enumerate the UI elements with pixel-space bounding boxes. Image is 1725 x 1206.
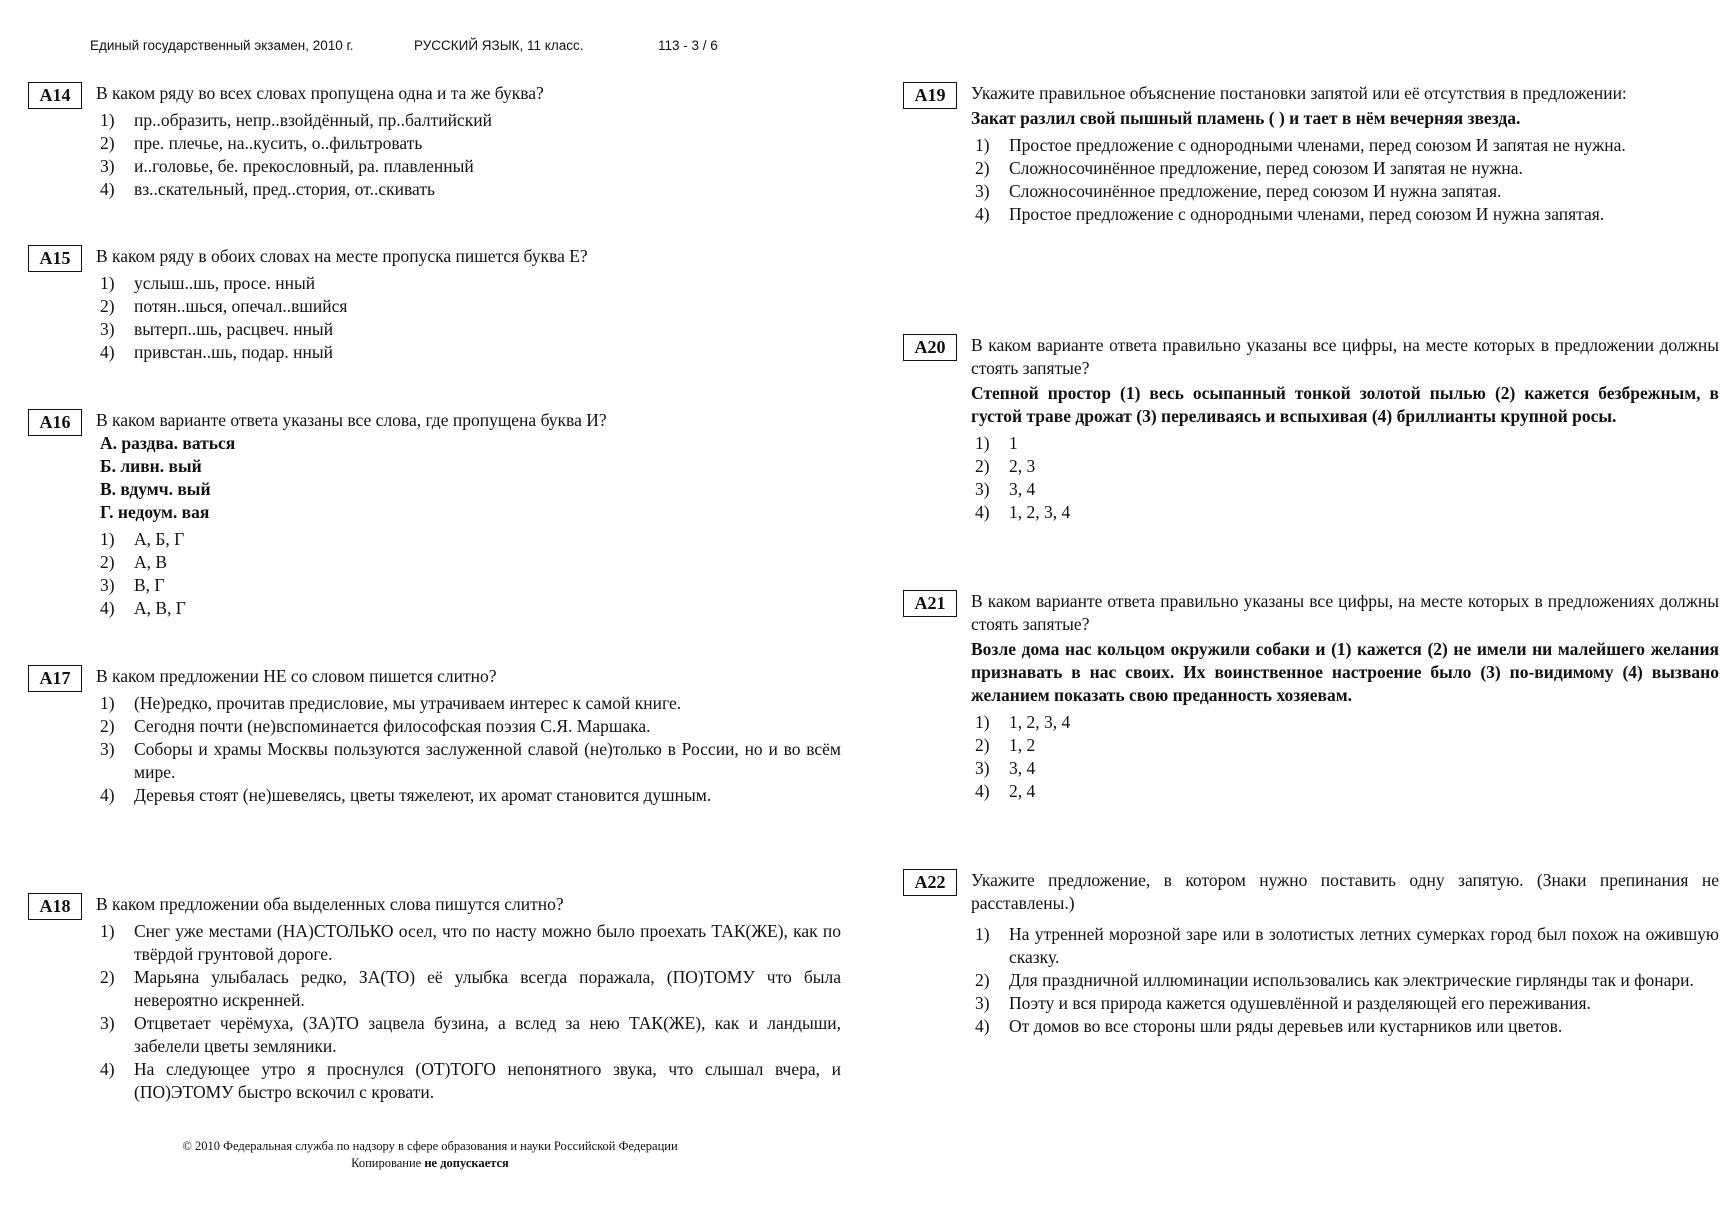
option-item bbox=[100, 132, 841, 155]
option-text: На утренней морозной заре или в золотистых летних сумерках город был похож на ожившую сказку. bbox=[1009, 924, 1719, 967]
option-item bbox=[100, 109, 841, 132]
option-text: Для праздничной иллюминации использовались как электрические гирлянды так и фонари. bbox=[1009, 970, 1694, 990]
option-item bbox=[975, 157, 1719, 180]
option-item bbox=[975, 432, 1719, 455]
option-text: Простое предложение с однородными членами, перед союзом И запятая не нужна. bbox=[1009, 135, 1626, 155]
option-item bbox=[975, 992, 1719, 1015]
option-number: 4) bbox=[100, 598, 115, 618]
option-text: 2, 4 bbox=[1009, 781, 1036, 801]
option-number: 4) bbox=[975, 204, 990, 224]
task-tag: A15 bbox=[28, 245, 82, 272]
task-a17 bbox=[28, 665, 841, 807]
option-number: 4) bbox=[100, 179, 115, 199]
option-text: 1 bbox=[1009, 433, 1018, 453]
option-number: 2) bbox=[100, 716, 115, 736]
option-number: 4) bbox=[975, 1016, 990, 1036]
task-example: Закат разлил свой пышный пламень ( ) и тает в нём вечерняя звезда. bbox=[971, 108, 1521, 128]
word-item: В. вдумч. вый bbox=[100, 479, 211, 499]
option-item bbox=[100, 966, 841, 1012]
option-text: Сложносочинённое предложение, перед союзом И нужна запятая. bbox=[1009, 181, 1502, 201]
option-text: (Не)редко, прочитав предисловие, мы утрачиваем интерес к самой книге. bbox=[134, 693, 682, 713]
option-text: Простое предложение с однородными членами, перед союзом И нужна запятая. bbox=[1009, 204, 1605, 224]
option-text: и..головье, бе. прекословный, ра. плавленный bbox=[134, 156, 474, 176]
option-number: 3) bbox=[975, 479, 990, 499]
option-text: 3, 4 bbox=[1009, 479, 1036, 499]
task-tag: A22 bbox=[903, 869, 957, 896]
option-text: потян..шься, опечал..вшийся bbox=[134, 296, 348, 316]
copy-notice bbox=[120, 1155, 740, 1172]
option-text: А, Б, Г bbox=[134, 529, 185, 549]
option-number: 2) bbox=[975, 456, 990, 476]
option-item bbox=[100, 715, 841, 738]
option-text: Поэту и вся природа кажется одушевлённой и разделяющей его переживания. bbox=[1009, 993, 1591, 1013]
option-number: 2) bbox=[975, 158, 990, 178]
option-number: 4) bbox=[100, 1059, 115, 1079]
option-number: 3) bbox=[975, 758, 990, 778]
option-item bbox=[975, 478, 1719, 501]
option-item bbox=[100, 528, 841, 551]
option-number: 2) bbox=[100, 552, 115, 572]
task-tag: A20 bbox=[903, 334, 957, 361]
option-text: 1, 2, 3, 4 bbox=[1009, 502, 1071, 522]
option-list bbox=[96, 920, 841, 1104]
option-number: 2) bbox=[100, 967, 115, 987]
option-number: 1) bbox=[100, 921, 115, 941]
task-tag: A14 bbox=[28, 82, 82, 109]
task-a19 bbox=[903, 82, 1719, 226]
option-list bbox=[971, 711, 1719, 803]
option-item bbox=[100, 597, 841, 620]
option-text: Снег уже местами (НА)СТОЛЬКО осел, что по насту можно было проехать ТАК(ЖЕ), как по твёрдой грунтовой дороге. bbox=[134, 921, 841, 964]
option-item bbox=[100, 155, 841, 178]
option-text: вытерп..шь, расцвеч. нный bbox=[134, 319, 334, 339]
option-number: 1) bbox=[100, 273, 115, 293]
option-number: 2) bbox=[975, 735, 990, 755]
option-item bbox=[100, 551, 841, 574]
task-question: В каком ряду в обоих словах на месте пропуска пишется буква Е? bbox=[96, 246, 588, 266]
option-number: 4) bbox=[100, 785, 115, 805]
option-item bbox=[975, 134, 1719, 157]
option-list bbox=[96, 528, 841, 620]
task-question: В каком варианте ответа правильно указаны все цифры, на месте которых в предложении должны стоять запятые? bbox=[971, 335, 1719, 378]
option-item bbox=[100, 178, 841, 201]
option-text: Сложносочинённое предложение, перед союзом И запятая не нужна. bbox=[1009, 158, 1523, 178]
task-tag: A17 bbox=[28, 665, 82, 692]
option-text: 3, 4 bbox=[1009, 758, 1036, 778]
task-a21 bbox=[903, 590, 1719, 803]
task-a18 bbox=[28, 893, 841, 1104]
option-item bbox=[100, 784, 841, 807]
task-question: В каком предложении оба выделенных слова пишутся слитно? bbox=[96, 894, 564, 914]
option-text: Соборы и храмы Москвы пользуются заслуженной славой (не)только в России, но и во всём мире. bbox=[134, 739, 841, 782]
option-number: 1) bbox=[100, 693, 115, 713]
option-text: привстан..шь, подар. нный bbox=[134, 342, 333, 362]
option-item bbox=[975, 734, 1719, 757]
option-number: 3) bbox=[975, 181, 990, 201]
option-text: А, В bbox=[134, 552, 168, 572]
option-text: услыш..шь, просе. нный bbox=[134, 273, 316, 293]
task-question: Укажите предложение, в котором нужно поставить одну запятую. (Знаки препинания не расставлены.) bbox=[971, 870, 1719, 913]
option-list bbox=[971, 134, 1719, 226]
task-a22 bbox=[903, 869, 1719, 1038]
option-text: От домов во все стороны шли ряды деревьев или кустарников или цветов. bbox=[1009, 1016, 1563, 1036]
option-number: 1) bbox=[975, 433, 990, 453]
option-text: вз..скательный, пред..стория, от..скивать bbox=[134, 179, 435, 199]
option-number: 1) bbox=[975, 135, 990, 155]
option-item bbox=[100, 1058, 841, 1104]
task-example: Степной простор (1) весь осыпанный тонкой золотой пылью (2) кажется безбрежным, в густой траве дрожат (3) переливаясь и вспыхивая (4) бриллианты крупной росы. bbox=[971, 383, 1719, 426]
option-number: 2) bbox=[975, 970, 990, 990]
word-item: А. раздва. ваться bbox=[100, 433, 236, 453]
subject-title: РУССКИЙ ЯЗЫК, 11 класс. bbox=[414, 38, 584, 53]
page-header bbox=[90, 38, 718, 53]
option-list bbox=[971, 923, 1719, 1038]
option-number: 3) bbox=[100, 739, 115, 759]
option-item bbox=[975, 923, 1719, 969]
option-item bbox=[100, 341, 841, 364]
option-item bbox=[975, 969, 1719, 992]
option-item bbox=[100, 318, 841, 341]
task-tag: A16 bbox=[28, 409, 82, 436]
option-text: пре. плечье, на..кусить, о..фильтровать bbox=[134, 133, 423, 153]
option-number: 4) bbox=[975, 502, 990, 522]
task-tag: A18 bbox=[28, 893, 82, 920]
option-number: 2) bbox=[100, 296, 115, 316]
word-item: Б. ливн. вый bbox=[100, 456, 202, 476]
task-question: В каком варианте ответа указаны все слова, где пропущена буква И? bbox=[96, 410, 607, 430]
option-text: В, Г bbox=[134, 575, 165, 595]
option-text: Деревья стоят (не)шевелясь, цветы тяжелеют, их аромат становится душным. bbox=[134, 785, 712, 805]
option-item bbox=[975, 455, 1719, 478]
option-number: 3) bbox=[100, 575, 115, 595]
option-number: 2) bbox=[100, 133, 115, 153]
option-item bbox=[100, 1012, 841, 1058]
exam-title: Единый государственный экзамен, 2010 г. bbox=[90, 38, 354, 53]
option-text: Отцветает черёмуха, (ЗА)ТО зацвела бузина, а вслед за нею ТАК(ЖЕ), как и ландыши, забелели цветы земляники. bbox=[134, 1013, 841, 1056]
option-item bbox=[975, 711, 1719, 734]
option-text: пр..образить, непр..взойдённый, пр..балтийский bbox=[134, 110, 492, 130]
option-item bbox=[975, 180, 1719, 203]
option-item bbox=[100, 574, 841, 597]
option-text: Марьяна улыбалась редко, ЗА(ТО) её улыбка всегда поражала, (ПО)ТОМУ что была невероятно искренней. bbox=[134, 967, 841, 1010]
option-number: 1) bbox=[975, 712, 990, 732]
option-item bbox=[975, 757, 1719, 780]
option-item bbox=[100, 738, 841, 784]
task-a15 bbox=[28, 245, 841, 364]
task-question: Укажите правильное объяснение постановки запятой или её отсутствия в предложении: bbox=[971, 83, 1627, 103]
option-item bbox=[100, 295, 841, 318]
option-list bbox=[96, 272, 841, 364]
option-number: 3) bbox=[975, 993, 990, 1013]
option-number: 3) bbox=[100, 1013, 115, 1033]
word-list bbox=[96, 432, 841, 524]
page-number: 113 - 3 / 6 bbox=[658, 38, 718, 53]
task-example: Возле дома нас кольцом окружили собаки и (1) кажется (2) не имели ни малейшего желания признавать в нас своих. Их воинственное настроение было (3) по-видимому (4) вызвано желанием показать свою преданность хозяевам. bbox=[971, 639, 1719, 705]
option-text: На следующее утро я проснулся (ОТ)ТОГО непонятного звука, что слышал вчера, и (ПО)ЭТОМУ быстро вскочил с кровати. bbox=[134, 1059, 841, 1102]
option-text: 2, 3 bbox=[1009, 456, 1036, 476]
option-text: А, В, Г bbox=[134, 598, 186, 618]
option-list bbox=[971, 432, 1719, 524]
option-number: 1) bbox=[100, 110, 115, 130]
task-question: В каком ряду во всех словах пропущена одна и та же буква? bbox=[96, 83, 544, 103]
option-item bbox=[975, 1015, 1719, 1038]
word-item: Г. недоум. вая bbox=[100, 502, 210, 522]
option-item bbox=[100, 692, 841, 715]
copy-notice-bold: не допускается bbox=[424, 1156, 509, 1170]
page-footer bbox=[120, 1138, 740, 1172]
option-item bbox=[975, 203, 1719, 226]
option-item bbox=[100, 272, 841, 295]
option-number: 3) bbox=[100, 319, 115, 339]
option-text: 1, 2 bbox=[1009, 735, 1036, 755]
option-item bbox=[100, 920, 841, 966]
task-question: В каком варианте ответа правильно указаны все цифры, на месте которых в предложениях должны стоять запятые? bbox=[971, 591, 1719, 634]
option-list bbox=[96, 109, 841, 201]
task-a14 bbox=[28, 82, 841, 201]
option-item bbox=[975, 780, 1719, 803]
option-item bbox=[975, 501, 1719, 524]
task-tag: A19 bbox=[903, 82, 957, 109]
copy-notice-prefix: Копирование bbox=[351, 1156, 425, 1170]
option-list bbox=[96, 692, 841, 807]
option-number: 3) bbox=[100, 156, 115, 176]
task-a20 bbox=[903, 334, 1719, 524]
option-number: 1) bbox=[100, 529, 115, 549]
task-question: В каком предложении НЕ со словом пишется слитно? bbox=[96, 666, 497, 686]
task-tag: A21 bbox=[903, 590, 957, 617]
option-number: 4) bbox=[100, 342, 115, 362]
option-text: 1, 2, 3, 4 bbox=[1009, 712, 1071, 732]
option-number: 4) bbox=[975, 781, 990, 801]
task-a16 bbox=[28, 409, 841, 620]
option-number: 1) bbox=[975, 924, 990, 944]
option-text: Сегодня почти (не)вспоминается философская поэзия С.Я. Маршака. bbox=[134, 716, 651, 736]
copyright-line: © 2010 Федеральная служба по надзору в сфере образования и науки Российской Федерации bbox=[182, 1139, 678, 1153]
